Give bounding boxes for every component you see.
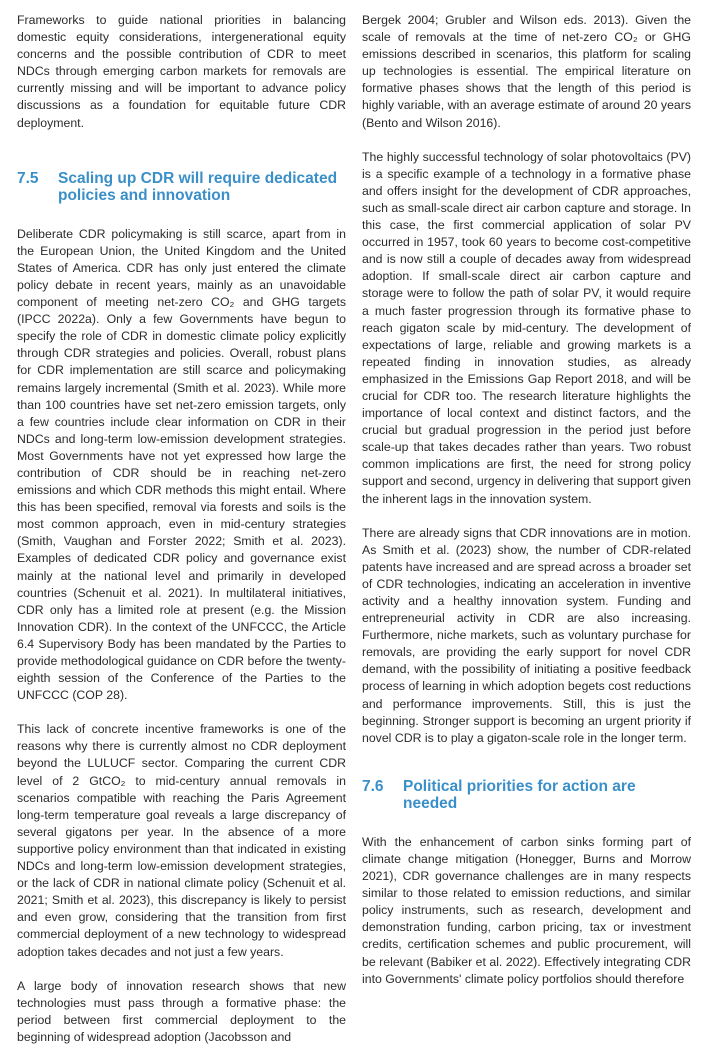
section-number: 7.6: [362, 777, 384, 795]
left-column: [17, 12, 346, 1046]
paragraph: Deliberate CDR policymaking is still scarce, apart from in the European Union, the United Kingdom and the United States of America. CDR has only just entered the climate policy debate in recent years, mainly as an unavoidable component of meeting net-zero CO₂ and GHG targets (IPCC 2022a). Only a few Governments have begun to specify the role of CDR in domestic climate policy explicitly through CDR strategies and policies. Overall, robust plans for CDR implementation are still scarce and policymaking remains largely incremental (Smith et al. 2023). While more than 100 countries have set net-zero emission targets, only a few countries include clear information on CDR in their NDCs and long-term low-emission development strategies. Most Governments have not yet expressed how large the contribution of CDR should be in reaching net-zero emissions and which CDR methods this might entail. Where this has been specified, removal via forests and soils is the most common approach, even in mid-century strategies (Smith, Vaughan and Forster 2022; Smith et al. 2023). Examples of dedicated CDR policy and governance exist mainly at the national level and primarily in developed countries (Schenuit et al. 2021). In multilateral initiatives, CDR only has a limited role at present (e.g. the Mission Innovation CDR). In the context of the UNFCCC, the Article 6.4 Supervisory Body has been mandated by the Parties to provide methodological guidance on CDR before the twenty-eighth session of the Conference of the Parties to the UNFCCC (COP 28).: [17, 226, 346, 703]
paragraph: The highly successful technology of solar photovoltaics (PV) is a specific example of a technology in a formative phase and offers insight for the development of CDR approaches, such as small-scale direct air carbon capture and storage. In this case, the first commercial application of solar PV occurred in 1957, took 60 years to become cost-competitive and is now still a couple of decades away from widespread adoption. If small-scale direct air carbon capture and storage were to follow the path of solar PV, it would require a much faster progression through its formative phase to reach gigaton scale by mid-century. The development of expectations of large, reliable and growing markets is a repeated finding in innovation studies, as already emphasized in the Emissions Gap Report 2018, and will be crucial for CDR too. The research literature highlights the importance of local context and distinct factors, and the crucial but gradual progression in the period just before scale-up that takes decades rather than years. Two robust common implications are first, the need for strong policy support and second, urgency in delivering that support given the inherent lags in the innovation system.: [362, 149, 691, 506]
paragraph: With the enhancement of carbon sinks forming part of climate change mitigation (Honegger, Burns and Morrow 2021), CDR governance challenges are in many respects similar to those related to emission reductions, and similar policy instruments, such as research, development and demonstration funding, carbon pricing, tax or investment credits, certification schemes and public procurement, will be relevant (Babiker et al. 2022). Effectively integrating CDR into Governments' climate policy portfolios should therefore: [362, 834, 691, 986]
section-title: Political priorities for action are needed: [403, 777, 636, 813]
paragraph: Frameworks to guide national priorities in balancing domestic equity considerations, intergenerational equity concerns and the possible contribution of CDR to meet NDCs through emerging carbon markets for removals are currently missing and will be important to advance policy discussions as a foundation for equitable future CDR deployment.: [17, 13, 346, 130]
section-heading-7-5: [17, 170, 346, 205]
section-number: 7.5: [17, 169, 39, 187]
paragraph: This lack of concrete incentive frameworks is one of the reasons why there is currently almost no CDR deployment beyond the LULUCF sector. Comparing the current CDR level of 2 GtCO₂ to mid-century annual removals in scenarios compatible with reaching the Paris Agreement long-term temperature goal reveals a large discrepancy of several gigatons per year. In the absence of a more supportive policy environment than that indicated in existing NDCs and long-term low-emission development strategies, or the lack of CDR in national climate policy (Schenuit et al. 2021; Smith et al. 2023), this discrepancy is likely to persist and even grow, considering that the transition from first commercial deployment of a new technology to widespread adoption takes decades and not just a few years.: [17, 722, 346, 959]
section-heading-7-6: [362, 778, 691, 813]
section-title: Scaling up CDR will require dedicated policies and innovation: [58, 169, 338, 205]
paragraph: A large body of innovation research shows that new technologies must pass through a formative phase: the period between first commercial deployment to the beginning of widespread adoption (Jacobsson and: [17, 978, 346, 1044]
paragraph: Bergek 2004; Grubler and Wilson eds. 2013). Given the scale of removals at the time of net-zero CO₂ or GHG emissions described in scenarios, this platform for scaling up technologies is essential. The empirical literature on formative phases shows that the length of this period is highly variable, with an average estimate of around 20 years (Bento and Wilson 2016).: [362, 13, 691, 130]
right-column: [362, 12, 691, 988]
paragraph: There are already signs that CDR innovations are in motion. As Smith et al. (2023) show, the number of CDR-related patents have increased and are spread across a broader set of CDR technologies, indicating an acceleration in inventive activity and a healthy innovation system. Funding and entrepreneurial activity in CDR are also increasing. Furthermore, niche markets, such as voluntary purchase for removals, are providing the early support for novel CDR demand, with the possibility of initiating a positive feedback process of learning in which adoption begets cost reductions and performance improvements. Still, this is just the beginning. Stronger support is becoming an urgent priority if novel CDR is to play a gigaton-scale role in the longer term.: [362, 525, 691, 745]
